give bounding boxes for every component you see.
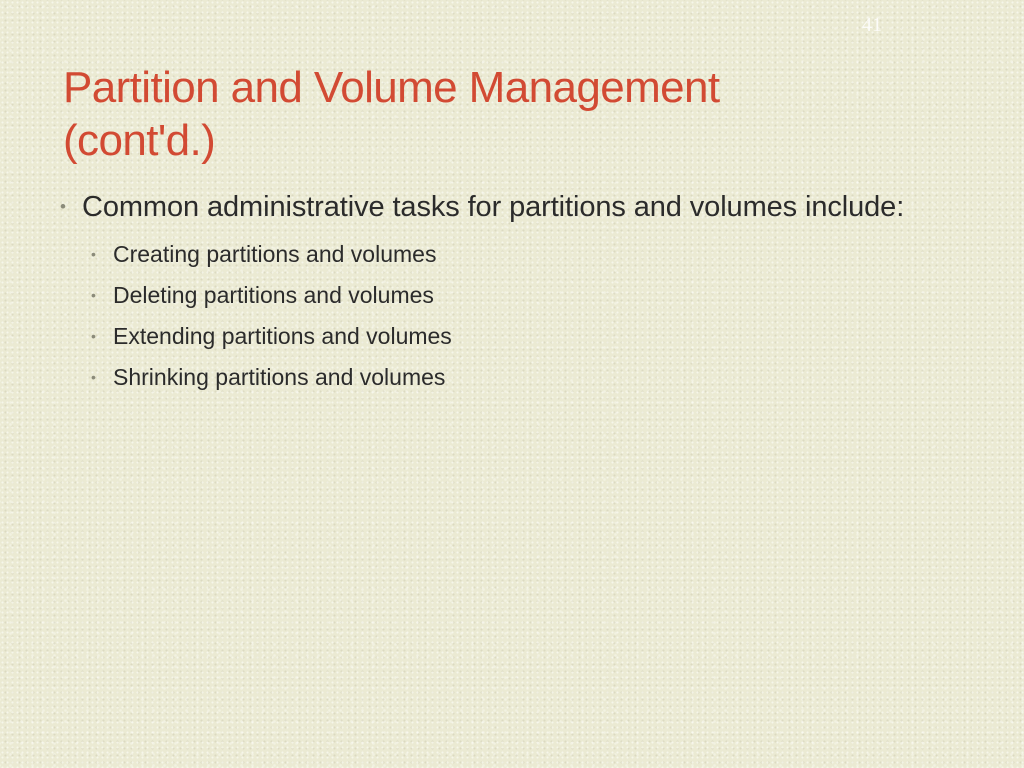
sub-bullet-text: Shrinking partitions and volumes [113, 364, 446, 390]
sub-bullet-text: Deleting partitions and volumes [113, 282, 434, 308]
bullet-dot-icon: • [91, 328, 96, 344]
bullet-dot-icon: • [60, 197, 66, 216]
main-bullet-text: Common administrative tasks for partitions and volumes include: [82, 191, 905, 223]
bullet-dot-icon: • [91, 246, 96, 262]
slide-number: 41 [862, 14, 882, 36]
sub-bullet-list [58, 234, 958, 398]
bullet-dot-icon: • [91, 369, 96, 385]
sub-bullet-item [58, 316, 958, 357]
slide-title [63, 61, 963, 167]
sub-bullet-item [58, 275, 958, 316]
bullet-dot-icon: • [91, 287, 96, 303]
sub-bullet-text: Creating partitions and volumes [113, 241, 437, 267]
sub-bullet-item [58, 357, 958, 398]
sub-bullet-item [58, 234, 958, 275]
sub-bullet-text: Extending partitions and volumes [113, 323, 452, 349]
slide-title-line-1: Partition and Volume Management [63, 63, 720, 112]
slide-content [58, 188, 958, 398]
slide-title-line-2: (cont'd.) [63, 116, 216, 165]
main-bullet-item [58, 188, 958, 226]
